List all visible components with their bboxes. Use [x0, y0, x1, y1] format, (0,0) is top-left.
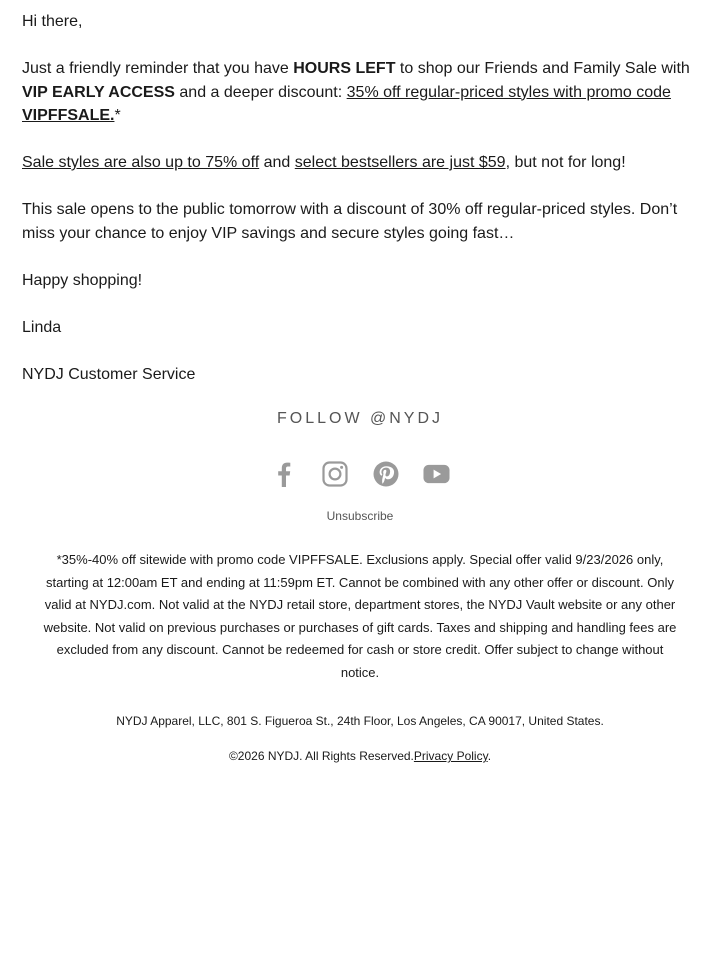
closing-text: Happy shopping!: [22, 271, 143, 289]
sale-text-1: and: [259, 154, 295, 171]
asterisk: *: [114, 107, 121, 124]
copyright-text: ©2026 NYDJ. All Rights Reserved.: [228, 749, 414, 763]
follow-heading: FOLLOW @NYDJ: [276, 410, 444, 427]
reminder-text-2: to shop our Friends and Family Sale with: [395, 60, 690, 77]
copyright-period: .: [487, 749, 492, 763]
promo-offer-link-text: 35% off regular-priced styles with promo code: [346, 83, 671, 101]
instagram-icon[interactable]: [321, 461, 348, 488]
email-body: [0, 0, 720, 386]
bestsellers-link[interactable]: select bestsellers are just $59: [294, 154, 506, 171]
signature-name: Linda: [22, 318, 62, 336]
youtube-icon[interactable]: [423, 461, 450, 488]
greeting: Hi there,: [22, 13, 83, 30]
hours-left-text: HOURS LEFT: [293, 60, 396, 77]
reminder-paragraph: [22, 57, 698, 128]
unsubscribe-link[interactable]: Unsubscribe: [326, 509, 394, 523]
promo-code-text: VIPFFSALE.: [22, 107, 115, 124]
privacy-policy-link[interactable]: Privacy Policy: [413, 749, 488, 763]
reminder-text-3: and a deeper discount:: [174, 83, 347, 101]
reminder-text-1: Just a friendly reminder that you have: [22, 60, 294, 77]
sale-styles-link[interactable]: Sale styles are also up to 75% off: [22, 154, 260, 171]
offer-disclaimer: *35%-40% off sitewide with promo code VIPFFSALE. Exclusions apply. Special offer valid 9/23/2026 only, starting at 12:00am ET and ending at 11:59pm ET. Cannot be combined with any other offer or discount. Only valid at NYDJ.com. Not valid at the NYDJ retail store, department stores, the NYDJ Vault website or any other website. Not valid on previous purchases or purchases of gift cards. Taxes and shipping and handling fees are excluded from any discount. Cannot be redeemed for cash or store credit. Offer subject to change without notice.: [43, 552, 677, 680]
copyright-line: [0, 749, 720, 763]
vip-early-access-text: VIP EARLY ACCESS: [22, 83, 175, 101]
facebook-icon[interactable]: [270, 461, 297, 488]
signature-team: NYDJ Customer Service: [22, 365, 196, 383]
company-address: NYDJ Apparel, LLC, 801 S. Figueroa St., 24th Floor, Los Angeles, CA 90017, United States.: [116, 714, 604, 728]
public-sale-paragraph: This sale opens to the public tomorrow with a discount of 30% off regular-priced styles. Don’t miss your chance to enjoy VIP savings and secure styles going fast…: [22, 201, 678, 242]
social-icons-row: [0, 459, 720, 489]
pinterest-icon[interactable]: [372, 461, 399, 488]
sale-text-2: , but not for long!: [505, 154, 626, 171]
sale-paragraph: [22, 151, 698, 175]
